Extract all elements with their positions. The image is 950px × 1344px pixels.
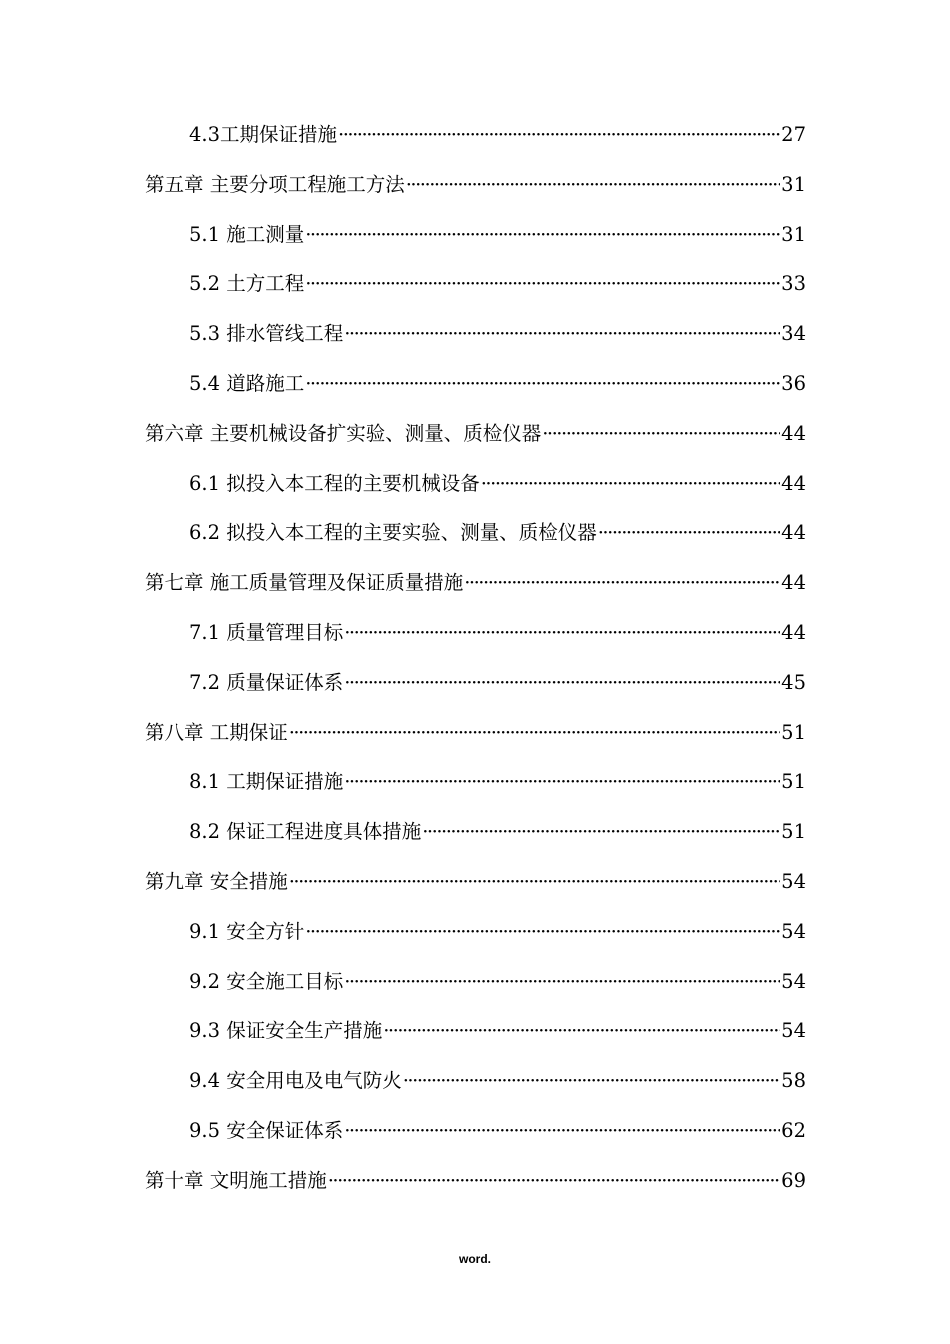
toc-entry-page: 51: [781, 770, 806, 794]
dot-leader: [422, 807, 780, 857]
dot-leader: [344, 1106, 780, 1156]
toc-chapter-entry[interactable]: [145, 857, 806, 907]
toc-entry-title: 8.1 工期保证措施: [189, 770, 344, 794]
table-of-contents: [145, 110, 806, 1206]
toc-entry-title: 7.1 质量管理目标: [189, 620, 344, 644]
dot-leader: [344, 608, 780, 658]
toc-entry-page: 44: [781, 571, 806, 595]
toc-entry-page: 58: [781, 1069, 806, 1093]
dot-leader: [338, 110, 780, 160]
toc-entry[interactable]: [145, 658, 806, 708]
dot-leader: [344, 957, 780, 1007]
toc-entry-page: 51: [781, 820, 806, 844]
toc-chapter-entry[interactable]: [145, 1156, 806, 1206]
toc-entry[interactable]: [145, 1106, 806, 1156]
toc-entry-title: 7.2 质量保证体系: [189, 670, 344, 694]
toc-entry-title: 5.1 施工测量: [189, 222, 305, 246]
toc-chapter-entry[interactable]: [145, 160, 806, 210]
dot-leader: [305, 359, 780, 409]
dot-leader: [598, 508, 780, 558]
toc-entry-page: 33: [781, 272, 806, 296]
toc-chapter-entry[interactable]: [145, 409, 806, 459]
toc-entry-title: 6.2 拟投入本工程的主要实验、测量、质检仪器: [189, 521, 597, 545]
dot-leader: [406, 160, 780, 210]
dot-leader: [328, 1156, 780, 1206]
toc-entry-page: 34: [781, 322, 806, 346]
toc-entry-page: 54: [781, 869, 806, 893]
dot-leader: [305, 210, 780, 260]
dot-leader: [383, 1006, 780, 1056]
toc-entry-page: 31: [781, 172, 806, 196]
toc-entry-page: 54: [781, 919, 806, 943]
toc-entry[interactable]: [145, 459, 806, 509]
toc-entry[interactable]: [145, 309, 806, 359]
dot-leader: [305, 907, 780, 957]
toc-entry-title: 9.3 保证安全生产措施: [189, 1019, 383, 1043]
toc-entry-page: 44: [781, 620, 806, 644]
toc-entry-page: 54: [781, 969, 806, 993]
toc-entry[interactable]: [145, 508, 806, 558]
toc-entry-title: 5.2 土方工程: [189, 272, 305, 296]
dot-leader: [305, 259, 780, 309]
toc-entry-title: 4.3工期保证措施: [189, 123, 338, 146]
toc-entry-title: 第九章 安全措施: [145, 869, 288, 893]
toc-entry-title: 8.2 保证工程进度具体措施: [189, 820, 422, 844]
toc-entry[interactable]: [145, 757, 806, 807]
dot-leader: [344, 658, 780, 708]
toc-entry-page: 27: [781, 123, 806, 146]
toc-entry[interactable]: [145, 608, 806, 658]
dot-leader: [289, 857, 780, 907]
dot-leader: [542, 409, 780, 459]
toc-entry[interactable]: [145, 210, 806, 260]
toc-entry-title: 9.1 安全方针: [189, 919, 305, 943]
dot-leader: [481, 459, 780, 509]
toc-entry[interactable]: [145, 1006, 806, 1056]
dot-leader: [344, 757, 780, 807]
dot-leader: [289, 708, 780, 758]
dot-leader: [403, 1056, 780, 1106]
toc-entry-title: 第八章 工期保证: [145, 720, 288, 744]
dot-leader: [464, 558, 780, 608]
toc-entry-page: 54: [781, 1019, 806, 1043]
toc-entry-page: 45: [781, 670, 806, 694]
toc-entry-title: 9.5 安全保证体系: [189, 1118, 344, 1142]
toc-entry-page: 44: [781, 421, 806, 445]
toc-entry[interactable]: [145, 907, 806, 957]
dot-leader: [344, 309, 780, 359]
toc-chapter-entry[interactable]: [145, 558, 806, 608]
toc-entry[interactable]: [145, 957, 806, 1007]
toc-entry-page: 51: [781, 720, 806, 744]
toc-entry-title: 9.4 安全用电及电气防火: [189, 1069, 402, 1093]
toc-entry[interactable]: [145, 807, 806, 857]
toc-entry-title: 5.3 排水管线工程: [189, 322, 344, 346]
toc-entry-title: 第七章 施工质量管理及保证质量措施: [145, 571, 464, 595]
toc-entry[interactable]: [145, 359, 806, 409]
toc-entry-page: 36: [781, 371, 806, 395]
toc-entry-title: 6.1 拟投入本工程的主要机械设备: [189, 471, 480, 495]
toc-entry-title: 第五章 主要分项工程施工方法: [145, 172, 405, 196]
toc-chapter-entry[interactable]: [145, 708, 806, 758]
toc-entry-page: 44: [781, 471, 806, 495]
toc-entry[interactable]: [145, 1056, 806, 1106]
toc-entry-page: 62: [781, 1118, 806, 1142]
toc-entry-page: 69: [781, 1168, 806, 1192]
toc-entry-title: 第十章 文明施工措施: [145, 1168, 327, 1192]
toc-entry-title: 9.2 安全施工目标: [189, 969, 344, 993]
toc-entry[interactable]: [145, 259, 806, 309]
toc-entry-title: 5.4 道路施工: [189, 371, 305, 395]
page-footer: word.: [459, 1252, 491, 1266]
toc-entry-title: 第六章 主要机械设备扩实验、测量、质检仪器: [145, 421, 542, 445]
toc-entry[interactable]: [145, 110, 806, 160]
toc-entry-page: 31: [781, 222, 806, 246]
toc-entry-page: 44: [781, 521, 806, 545]
